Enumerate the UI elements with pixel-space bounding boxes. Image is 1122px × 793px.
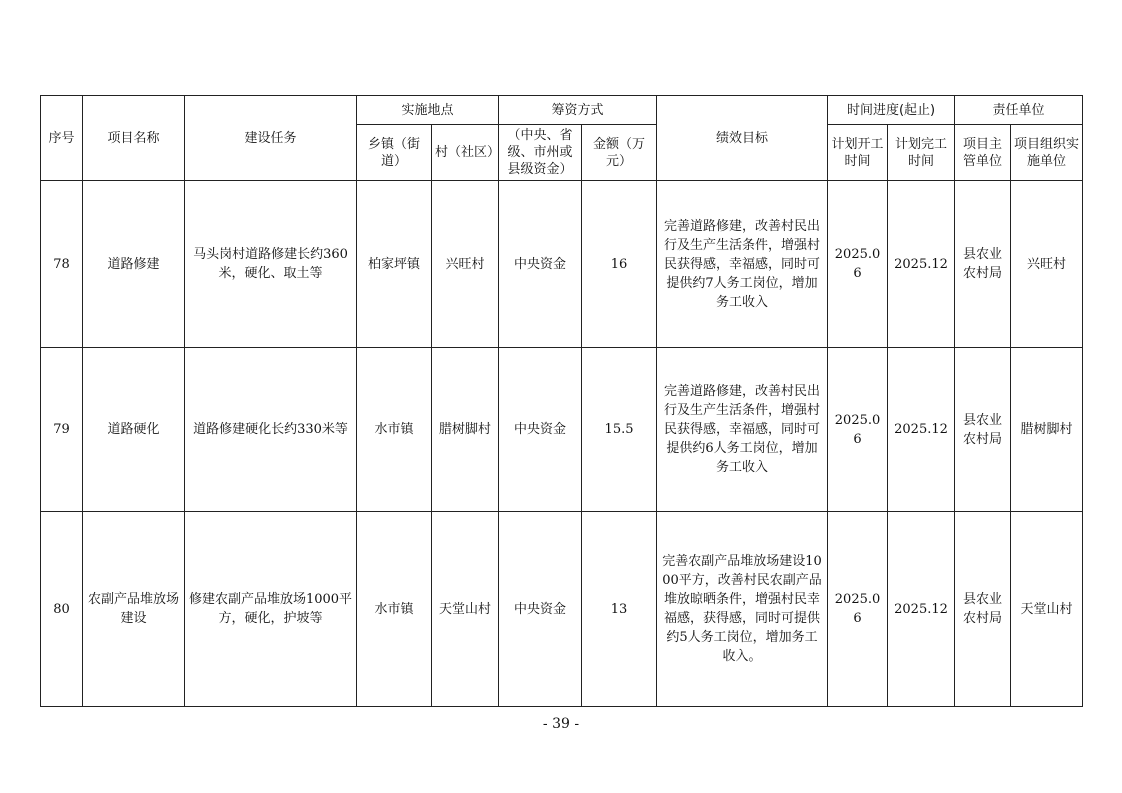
header-seq: 序号 [41, 96, 83, 181]
cell-town: 柏家坪镇 [357, 181, 432, 348]
header-end-time: 计划完工时间 [888, 125, 955, 181]
cell-amount: 16 [582, 181, 657, 348]
table-row [41, 181, 1083, 348]
cell-start-time: 2025.06 [828, 512, 888, 707]
cell-task: 修建农副产品堆放场1000平方，硬化，护坡等 [185, 512, 357, 707]
cell-end-time: 2025.12 [888, 181, 955, 348]
cell-village: 腊树脚村 [432, 348, 499, 512]
project-table [40, 95, 1083, 707]
cell-village: 天堂山村 [432, 512, 499, 707]
cell-fund-source: 中央资金 [499, 348, 582, 512]
page-number: - 39 - [542, 716, 580, 732]
cell-dept: 县农业农村局 [955, 348, 1011, 512]
cell-end-time: 2025.12 [888, 348, 955, 512]
header-location: 实施地点 [357, 96, 499, 125]
cell-fund-source: 中央资金 [499, 512, 582, 707]
cell-project-name: 道路修建 [83, 181, 185, 348]
cell-goal: 完善农副产品堆放场建设1000平方，改善村民农副产品堆放晾晒条件，增强村民幸福感，获得感，同时可提供约5人务工岗位，增加务工收入。 [657, 512, 828, 707]
cell-project-name: 道路硬化 [83, 348, 185, 512]
cell-amount: 15.5 [582, 348, 657, 512]
header-schedule: 时间进度(起止) [828, 96, 955, 125]
cell-amount: 13 [582, 512, 657, 707]
cell-town: 水市镇 [357, 348, 432, 512]
header-row-1 [41, 96, 1083, 125]
cell-implementer: 兴旺村 [1011, 181, 1083, 348]
cell-seq: 78 [41, 181, 83, 348]
header-village: 村（社区） [432, 125, 499, 181]
cell-town: 水市镇 [357, 512, 432, 707]
cell-dept: 县农业农村局 [955, 181, 1011, 348]
cell-task: 道路修建硬化长约330米等 [185, 348, 357, 512]
header-project-name: 项目名称 [83, 96, 185, 181]
cell-start-time: 2025.06 [828, 348, 888, 512]
table-row [41, 512, 1083, 707]
cell-task: 马头岗村道路修建长约360米，硬化、取土等 [185, 181, 357, 348]
cell-dept: 县农业农村局 [955, 512, 1011, 707]
header-dept: 项目主管单位 [955, 125, 1011, 181]
header-town: 乡镇（街道） [357, 125, 432, 181]
cell-project-name: 农副产品堆放场建设 [83, 512, 185, 707]
cell-implementer: 腊树脚村 [1011, 348, 1083, 512]
cell-end-time: 2025.12 [888, 512, 955, 707]
cell-fund-source: 中央资金 [499, 181, 582, 348]
cell-goal: 完善道路修建，改善村民出行及生产生活条件，增强村民获得感，幸福感，同时可提供约7人务工岗位，增加务工收入 [657, 181, 828, 348]
cell-goal: 完善道路修建，改善村民出行及生产生活条件，增强村民获得感，幸福感，同时可提供约6人务工岗位，增加务工收入 [657, 348, 828, 512]
header-fund-source: （中央、省级、市州或县级资金） [499, 125, 582, 181]
header-goal: 绩效目标 [657, 96, 828, 181]
table-row [41, 348, 1083, 512]
header-start-time: 计划开工时间 [828, 125, 888, 181]
header-implementer: 项目组织实施单位 [1011, 125, 1083, 181]
cell-seq: 79 [41, 348, 83, 512]
header-amount: 金额（万元） [582, 125, 657, 181]
header-responsible: 责任单位 [955, 96, 1083, 125]
cell-village: 兴旺村 [432, 181, 499, 348]
cell-seq: 80 [41, 512, 83, 707]
cell-start-time: 2025.06 [828, 181, 888, 348]
header-funding: 筹资方式 [499, 96, 657, 125]
cell-implementer: 天堂山村 [1011, 512, 1083, 707]
header-task: 建设任务 [185, 96, 357, 181]
